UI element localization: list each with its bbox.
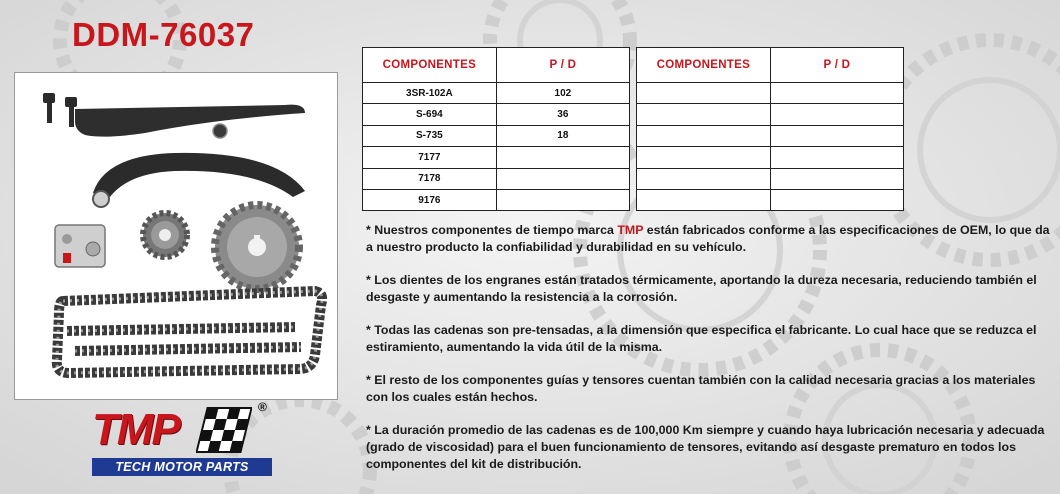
table-row [363, 104, 630, 125]
bolt-illustration [43, 93, 77, 127]
pd-cell [496, 147, 629, 168]
logo-brand-text: TMP [92, 405, 179, 454]
component-cell: 9176 [363, 189, 497, 210]
small-sprocket-illustration [143, 213, 187, 257]
components-table-empty [636, 47, 904, 211]
pd-cell: 102 [496, 83, 629, 104]
product-code-title: DDM-76037 [72, 16, 255, 53]
note-oem [366, 222, 1056, 256]
header-componentes: COMPONENTES [637, 48, 771, 83]
registered-mark: ® [258, 400, 267, 414]
pd-cell [496, 189, 629, 210]
pd-cell: 36 [496, 104, 629, 125]
component-cell: 3SR-102A [363, 83, 497, 104]
pd-cell [496, 168, 629, 189]
chain-guide-illustration [75, 105, 305, 137]
table-row [363, 168, 630, 189]
table-row [637, 83, 904, 104]
pd-cell: 18 [496, 125, 629, 146]
logo-tagline: TECH MOTOR PARTS [92, 458, 272, 476]
note-guides: * El resto de los componentes guías y tensores cuentan también con la calidad necesaria gracias a los materiales con los cuales están hechos. [366, 373, 1036, 404]
component-cell [637, 125, 771, 146]
table-row [363, 125, 630, 146]
header-pd: P / D [770, 48, 903, 83]
pd-cell [770, 104, 903, 125]
note-chains: * Todas las cadenas son pre-tensadas, a la dimensión que especifica el fabricante. Lo cual hace que se reduzca el estiramiento, aumentando la vida útil de la misma. [366, 323, 1037, 354]
pd-cell [770, 189, 903, 210]
pd-cell [770, 83, 903, 104]
timing-chain-illustration [57, 291, 322, 373]
component-cell [637, 189, 771, 210]
pd-cell [770, 125, 903, 146]
component-cell [637, 83, 771, 104]
checkered-flag-icon [196, 406, 252, 456]
component-cell: 7177 [363, 147, 497, 168]
product-notes [366, 222, 1056, 489]
tmp-logo [92, 400, 272, 478]
component-cell: S-694 [363, 104, 497, 125]
product-photo [14, 72, 338, 400]
tensioner-illustration [55, 225, 105, 267]
table-row [637, 147, 904, 168]
note-oem-post: están fabricados conforme a las especificaciones de OEM, lo que da a nuestro producto la confiabilidad y durabilidad en su vehículo. [366, 223, 1050, 254]
header-componentes: COMPONENTES [363, 48, 497, 83]
table-row [637, 189, 904, 210]
table-row [363, 189, 630, 210]
table-row [637, 104, 904, 125]
component-cell [637, 104, 771, 125]
pd-cell [770, 147, 903, 168]
note-oem-brand: TMP [617, 223, 644, 237]
component-cell: 7178 [363, 168, 497, 189]
large-sprocket-illustration [215, 205, 299, 289]
table-row [637, 168, 904, 189]
tensioner-arm-illustration [93, 153, 305, 201]
table-row [363, 83, 630, 104]
note-duration: * La duración promedio de las cadenas es de 100,000 Km siempre y cuando haya lubricación necesaria y adecuada (grado de viscosidad) para el buen funcionamiento de tensores, evitando así desgaste prematuro en todos los componentes del kit de distribución. [366, 423, 1045, 471]
header-pd: P / D [496, 48, 629, 83]
components-table [362, 47, 630, 211]
component-cell [637, 147, 771, 168]
component-cell [637, 168, 771, 189]
note-gears: * Los dientes de los engranes están tratados térmicamente, aportando la dureza necesaria, reduciendo también el desgaste y aumentando la resistencia a la corrosión. [366, 273, 1037, 304]
table-row [363, 147, 630, 168]
pd-cell [770, 168, 903, 189]
table-row [637, 125, 904, 146]
component-cell: S-735 [363, 125, 497, 146]
note-oem-pre: * Nuestros componentes de tiempo marca [366, 223, 618, 237]
